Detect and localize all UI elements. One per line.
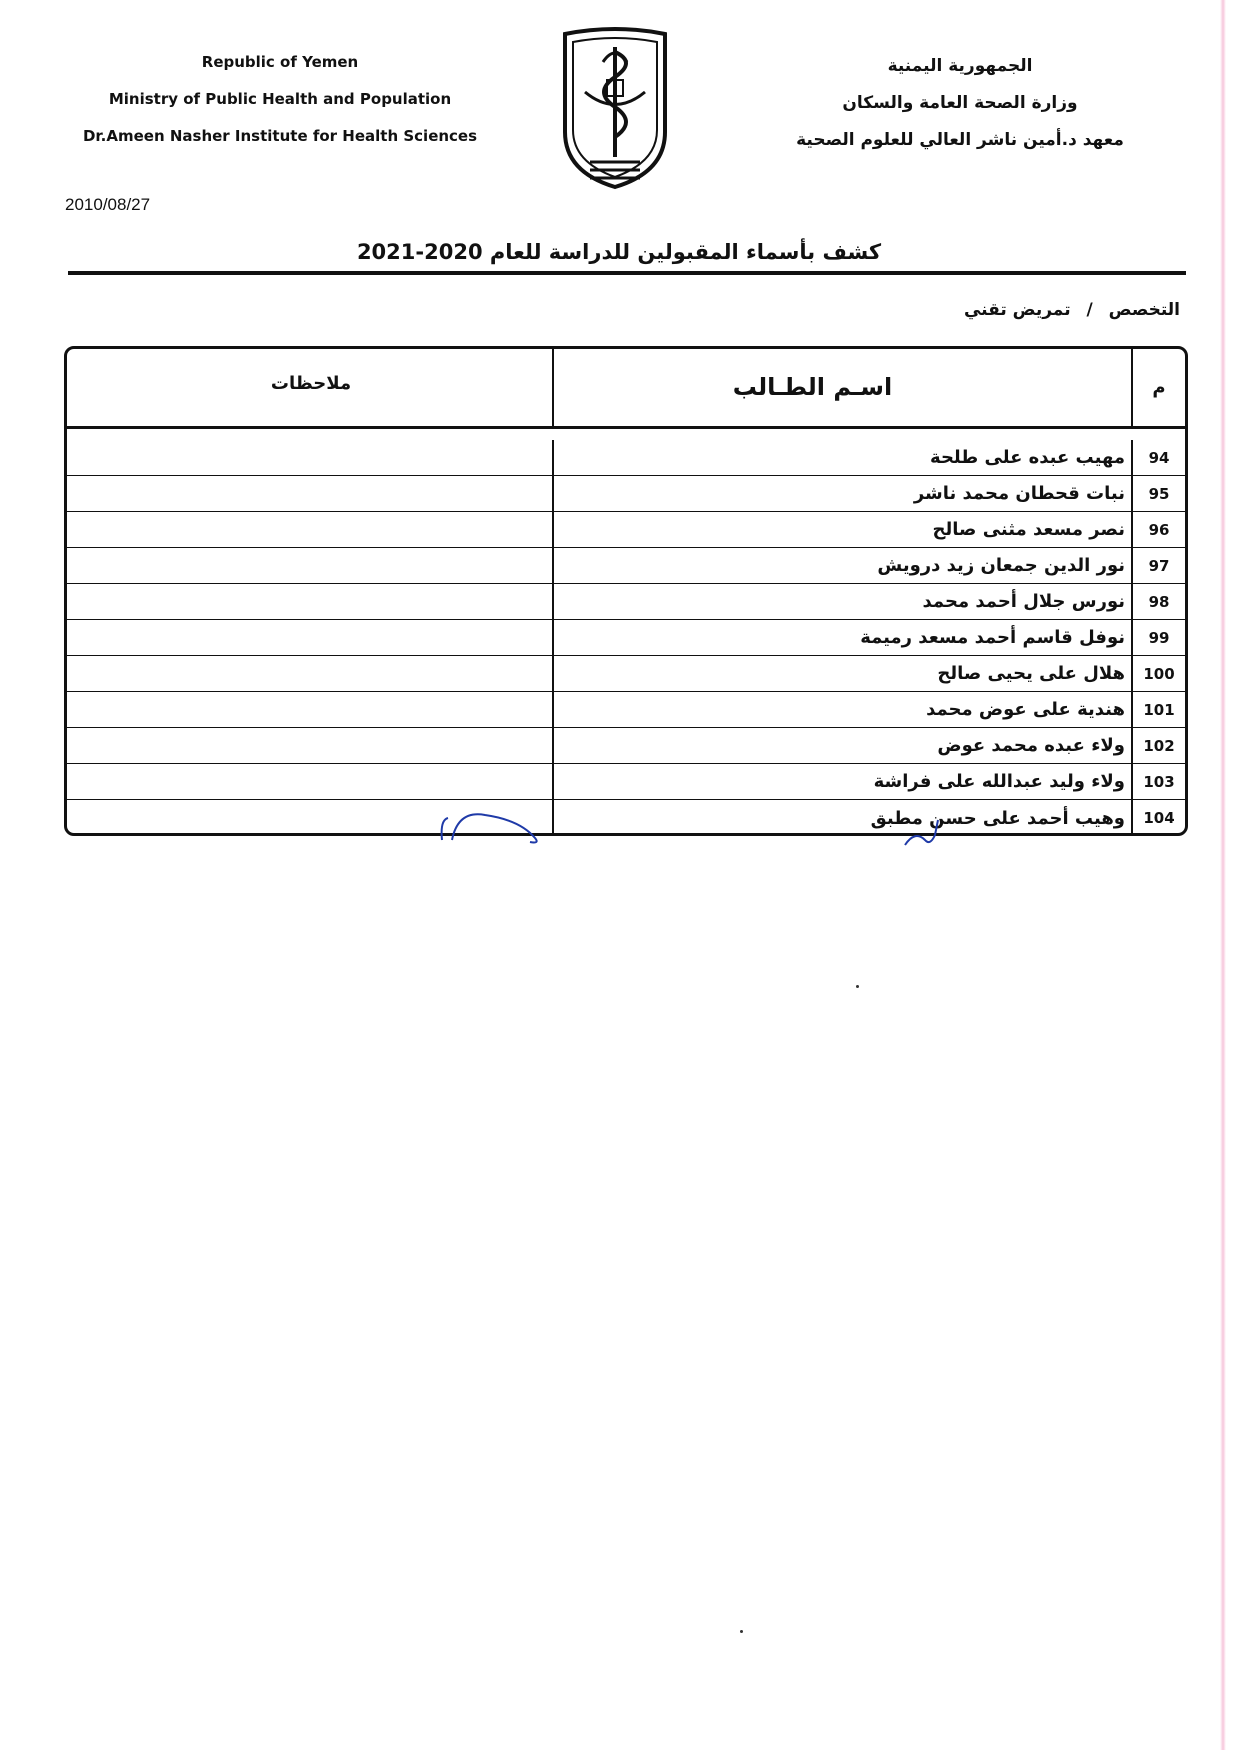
specialty-separator: / [1086, 300, 1093, 320]
row-notes [67, 656, 555, 691]
header-english-country: Republic of Yemen [201, 53, 359, 71]
document-date: 2010/08/27 [65, 195, 151, 214]
table-row [67, 476, 1185, 512]
row-number: 103 [1143, 772, 1175, 791]
student-name: نبات قحطان محمد ناشر [552, 476, 1133, 511]
scan-speck [740, 1630, 743, 1633]
student-name: مهيب عبده على طلحة [552, 440, 1133, 475]
header-arabic [760, 48, 1160, 159]
table-row [67, 692, 1185, 728]
students-table [64, 346, 1188, 836]
row-notes [67, 476, 555, 511]
document-title: كشف بأسماء المقبولين للدراسة للعام 2020-2021 [356, 240, 882, 264]
scan-speck [856, 985, 859, 988]
specialty-value: تمريض تقني [963, 300, 1071, 320]
signature-mark [440, 800, 550, 845]
row-notes [67, 764, 555, 799]
row-number: 96 [1148, 520, 1170, 539]
header-english-ministry: Ministry of Public Health and Population [108, 90, 452, 108]
row-number: 104 [1143, 809, 1175, 827]
header-arabic-institute: معهد د.أمين ناشر العالي للعلوم الصحية [796, 130, 1124, 150]
student-name: نور الدين جمعان زيد درويش [552, 548, 1133, 583]
table-row [67, 728, 1185, 764]
specialty-line [964, 300, 1180, 320]
student-name: هلال على يحيى صالح [552, 656, 1133, 691]
row-notes [67, 692, 555, 727]
row-notes [67, 440, 555, 475]
row-notes [67, 584, 555, 619]
header-arabic-country: الجمهورية اليمنية [887, 56, 1033, 76]
header-english-institute: Dr.Ameen Nasher Institute for Health Sciences [82, 127, 478, 145]
table-row [67, 620, 1185, 656]
column-header-number: م [1152, 377, 1166, 398]
student-name: ولاء عبده محمد عوض [552, 728, 1133, 763]
table-row [67, 800, 1185, 836]
table-row [67, 656, 1185, 692]
header-arabic-ministry: وزارة الصحة العامة والسكان [842, 93, 1078, 113]
table-row [67, 440, 1185, 476]
row-number: 101 [1143, 700, 1175, 719]
student-name: نوفل قاسم أحمد مسعد رميمة [552, 620, 1133, 655]
row-number: 95 [1148, 484, 1170, 503]
header-english [60, 44, 500, 155]
table-row [67, 764, 1185, 800]
column-header-notes: ملاحظات [270, 373, 352, 394]
row-number: 98 [1148, 592, 1170, 611]
table-header-row [67, 349, 1185, 429]
row-number: 102 [1143, 736, 1175, 755]
row-number: 94 [1148, 448, 1170, 467]
row-number: 97 [1148, 556, 1170, 575]
student-name: هندية على عوض محمد [552, 692, 1133, 727]
signature-stroke [900, 810, 980, 850]
table-row [67, 512, 1185, 548]
row-notes [67, 728, 555, 763]
institute-emblem-icon [555, 22, 675, 192]
row-number: 99 [1148, 628, 1170, 647]
student-name: نورس جلال أحمد محمد [552, 584, 1133, 619]
row-number: 100 [1143, 664, 1175, 683]
row-notes [67, 512, 555, 547]
student-name: وهيب أحمد على حسن مطبق [552, 800, 1133, 836]
specialty-label: التخصص [1108, 300, 1180, 320]
column-header-name: اسـم الطـالب [552, 349, 1133, 426]
table-row [67, 548, 1185, 584]
table-row [67, 584, 1185, 620]
title-underline [68, 271, 1186, 275]
row-notes [67, 548, 555, 583]
row-notes [67, 620, 555, 655]
student-name: نصر مسعد مثنى صالح [552, 512, 1133, 547]
student-name: ولاء وليد عبدالله على فراشة [552, 764, 1133, 799]
